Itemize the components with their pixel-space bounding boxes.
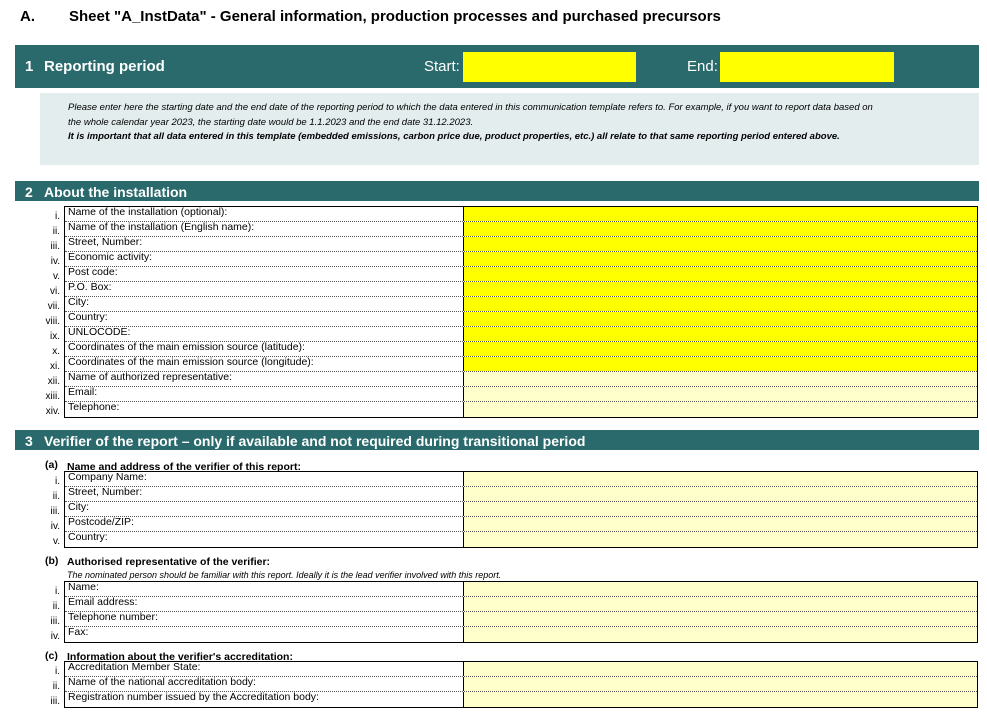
field-input[interactable] [463,487,977,501]
field-input[interactable] [463,312,977,326]
field-input[interactable] [463,372,977,386]
field-label: Coordinates of the main emission source (longitude): [68,357,314,368]
field-label: Name: [68,582,99,593]
field-label: P.O. Box: [68,282,112,293]
row-number: iii. [50,506,60,517]
section-letter: A. [20,8,35,25]
field-label: City: [68,297,89,308]
row-number: viii. [45,316,60,327]
row-number: ii. [52,226,60,237]
subsection-title: Name and address of the verifier of this report: [67,461,301,473]
field-input[interactable] [463,532,977,547]
form-row [65,487,977,502]
field-label: Country: [68,532,108,543]
row-number: iv. [50,631,60,642]
form-row [65,327,977,342]
form-row [65,627,977,642]
form-row [65,252,977,267]
field-input[interactable] [463,252,977,266]
section-title: About the installation [44,184,188,200]
form-row [65,517,977,532]
section-title: Verifier of the report – only if available and not required during transitional period [44,433,586,449]
row-number: ii. [52,601,60,612]
row-number: iv. [50,256,60,267]
subsection-letter: (c) [45,650,58,662]
row-number: i. [55,476,60,487]
field-label: Name of the installation (English name): [68,222,255,233]
row-number: ii. [52,491,60,502]
row-number: ix. [50,331,60,342]
row-number: vi. [50,286,60,297]
form-row [65,677,977,692]
field-input[interactable] [463,282,977,296]
installation-bar [15,181,979,201]
field-label: Name of the installation (optional): [68,207,228,218]
section-number: 3 [25,433,33,449]
form-row [65,387,977,402]
field-label: Email: [68,387,98,398]
verifier-address-table [64,471,978,548]
form-row [65,502,977,517]
form-row [65,342,977,357]
row-number: xiii. [45,391,60,402]
field-label: Registration number issued by the Accreditation body: [68,692,319,703]
row-number: iii. [50,696,60,707]
section-title: Reporting period [44,58,165,75]
subsection-letter: (b) [45,555,59,567]
field-input[interactable] [463,327,977,341]
row-number: iii. [50,616,60,627]
field-label: Name of the national accreditation body: [68,677,256,688]
field-input[interactable] [463,692,977,707]
field-label: Street, Number: [68,487,143,498]
subsection-note: The nominated person should be familiar with this report. Ideally it is the lead verifier involved with this report. [67,570,502,580]
section-number: 2 [25,184,33,200]
form-row [65,402,977,417]
form-row [65,692,977,707]
field-label: Coordinates of the main emission source (latitude): [68,342,305,353]
subsection-title: Authorised representative of the verifier: [67,556,271,568]
form-row [65,357,977,372]
field-input[interactable] [463,237,977,251]
field-label: Company Name: [68,472,147,483]
row-number: x. [52,346,60,357]
form-row [65,312,977,327]
row-number: xi. [50,361,60,372]
instructions-note [40,93,979,165]
field-label: Telephone: [68,402,120,413]
field-input[interactable] [463,207,977,221]
field-input[interactable] [463,222,977,236]
row-number: v. [52,536,60,547]
field-label: Post code: [68,267,118,278]
row-number: vii. [47,301,60,312]
form-row [65,372,977,387]
field-label: Fax: [68,627,89,638]
end-date-input[interactable] [720,52,894,82]
field-input[interactable] [463,267,977,281]
field-input[interactable] [463,502,977,516]
field-input[interactable] [463,517,977,531]
field-label: UNLOCODE: [68,327,131,338]
field-input[interactable] [463,627,977,642]
field-input[interactable] [463,342,977,356]
field-input[interactable] [463,582,977,596]
field-input[interactable] [463,662,977,676]
field-input[interactable] [463,297,977,311]
form-row [65,662,977,677]
form-row [65,612,977,627]
row-number: ii. [52,681,60,692]
form-row [65,237,977,252]
form-row [65,532,977,547]
field-label: Economic activity: [68,252,153,263]
field-label: Telephone number: [68,612,158,623]
verifier-accreditation-table [64,661,978,708]
form-row [65,582,977,597]
field-label: City: [68,502,89,513]
field-input[interactable] [463,597,977,611]
field-label: Country: [68,312,108,323]
form-row [65,267,977,282]
row-number: i. [55,586,60,597]
field-input[interactable] [463,402,977,417]
form-row [65,297,977,312]
field-label: Email address: [68,597,138,608]
field-input[interactable] [463,357,977,371]
verifier-bar [15,430,979,450]
form-row [65,282,977,297]
row-number: xii. [47,376,60,387]
installation-table [64,206,978,418]
instructions-line: the whole calendar year 2023, the starting date would be 1.1.2023 and the end date 31.12.2023. [68,116,474,128]
field-label: Street, Number: [68,237,143,248]
subsection-title: Information about the verifier's accreditation: [67,651,293,663]
field-label: Name of authorized representative: [68,372,233,383]
row-number: iii. [50,241,60,252]
start-label: Start: [424,58,460,75]
start-date-input[interactable] [463,52,636,82]
field-label: Accreditation Member State: [68,662,201,673]
reporting-period-bar [15,45,979,88]
instructions-emphasis: It is important that all data entered in this template (embedded emissions, carbon price due, product properties, etc.) all relate to that same reporting period entered above. [68,131,840,142]
field-input[interactable] [463,387,977,401]
form-row [65,597,977,612]
field-input[interactable] [463,677,977,691]
row-number: v. [52,271,60,282]
form-row [65,222,977,237]
field-input[interactable] [463,612,977,626]
form-row [65,472,977,487]
row-number: iv. [50,521,60,532]
sheet-title: Sheet "A_InstData" - General information, production processes and purchased precursors [69,8,721,25]
instructions-line: Please enter here the starting date and the end date of the reporting period to which the data entered in this communication template refers to. For example, if you want to report data based on [68,102,873,113]
form-row [65,207,977,222]
row-number: xiv. [45,406,60,417]
verifier-representative-table [64,581,978,643]
field-input[interactable] [463,472,977,486]
section-number: 1 [25,58,34,75]
row-number: i. [55,666,60,677]
row-number: i. [55,211,60,222]
subsection-letter: (a) [45,459,58,471]
end-label: End: [687,58,718,75]
field-label: Postcode/ZIP: [68,517,134,528]
